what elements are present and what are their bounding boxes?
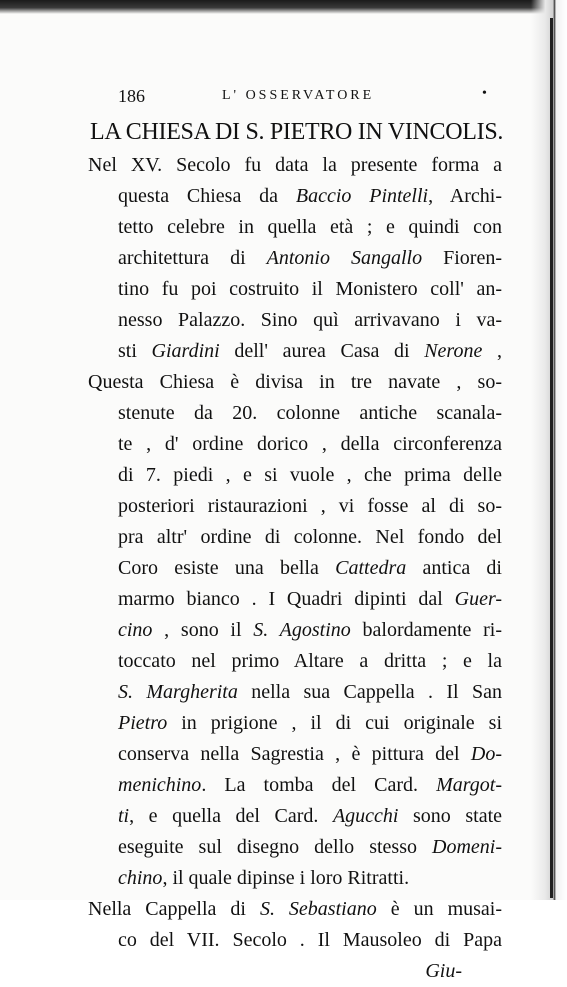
scan-edge-top [0, 0, 567, 14]
text-line: nesso Palazzo. Sino quì arrivavano i va- [118, 309, 502, 331]
text-line: S. Margherita nella sua Cappella . Il San [118, 681, 502, 703]
text-line: tetto celebre in quella età ; e quindi con [118, 216, 502, 238]
chapter-title: LA CHIESA DI S. PIETRO IN VINCOLIS. [90, 119, 504, 145]
text-line: conserva nella Sagrestia , è pittura del Do- [118, 743, 502, 765]
text-line: di 7. piedi , e si vuole , che prima delle [118, 464, 502, 486]
text-line: chino, il quale dipinse i loro Ritratti. [118, 867, 410, 889]
text-line: menichino. La tomba del Card. Margot- [118, 774, 502, 796]
text-line: posteriori ristaurazioni , vi fosse al di so- [118, 495, 502, 517]
paragraph-1 [88, 150, 502, 894]
catchword: Giu- [425, 960, 462, 982]
text-line: toccato nel primo Altare a dritta ; e la [118, 650, 502, 672]
text-line: Nel XV. Secolo fu data la presente forma a [88, 154, 502, 176]
text-line: cino , sono il S. Agostino balordamente ri- [118, 619, 502, 641]
text-line: architettura di Antonio Sangallo Fioren- [118, 247, 502, 269]
text-line: pra altr' ordine di colonne. Nel fondo del [118, 526, 502, 548]
text-line: Pietro in prigione , il di cui originale si [118, 712, 502, 734]
page-text [88, 82, 502, 987]
text-line: tino fu poi costruito il Monistero coll' an- [118, 278, 502, 300]
paragraph-2 [88, 894, 502, 956]
text-line: questa Chiesa da Baccio Pintelli, Archi- [118, 185, 503, 207]
running-head-mark: • [482, 86, 489, 101]
text-line: Coro esiste una bella Cattedra antica di [118, 557, 502, 579]
scan-edge-line [550, 18, 553, 898]
text-line: te , d' ordine dorico , della circonferenza [118, 433, 502, 455]
text-line: eseguite sul disegno dello stesso Domeni- [118, 836, 502, 858]
scan-edge-right [531, 0, 567, 900]
text-line: stenute da 20. colonne antiche scanala- [118, 402, 502, 424]
text-line: ti, e quella del Card. Agucchi sono state [118, 805, 503, 827]
page-number: 186 [118, 86, 145, 106]
text-line: Questa Chiesa è divisa in tre navate , so- [88, 371, 502, 393]
running-head [88, 82, 502, 108]
running-head-title: L' OSSERVATORE [222, 88, 375, 103]
text-line: marmo bianco . I Quadri dipinti dal Guer- [118, 588, 502, 610]
text-line: sti Giardini dell' aurea Casa di Nerone , [118, 340, 502, 362]
text-line: co del VII. Secolo . Il Mausoleo di Papa [118, 929, 502, 951]
text-line: Nella Cappella di S. Sebastiano è un musai- [88, 898, 503, 920]
